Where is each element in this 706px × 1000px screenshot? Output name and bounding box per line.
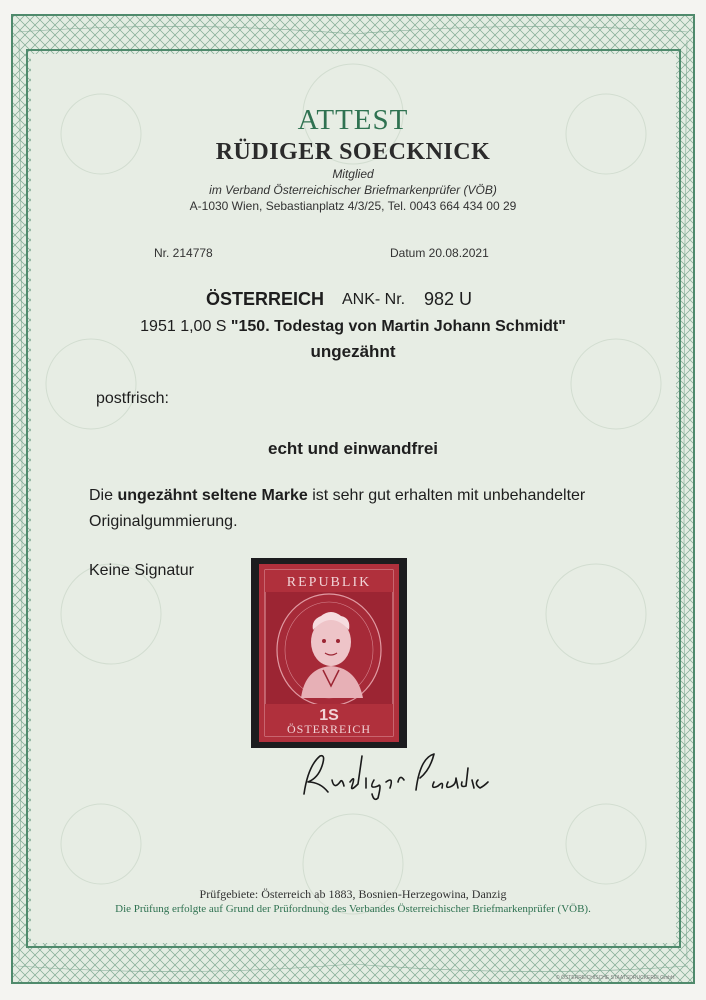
- examination-regulation: Die Prüfung erfolgte auf Grund der Prüfordnung des Verbandes Österreichischer Briefmarkenprüfer (VÖB).: [115, 903, 591, 915]
- catalog-number: 982 U: [424, 289, 473, 309]
- membership-label: Mitglied: [332, 167, 374, 181]
- stamp-issue-line: [0, 318, 706, 336]
- examiner-signature: [298, 748, 494, 802]
- signature-note: Keine Signatur: [89, 562, 194, 579]
- certificate-date: Datum 20.08.2021: [390, 246, 489, 260]
- examiner-name: RÜDIGER SOECKNICK: [215, 139, 491, 165]
- description-line-1: [89, 487, 585, 505]
- desc-rest: ist sehr gut erhalten mit unbehandelter: [312, 487, 586, 504]
- year-value: 1951 1,00 S: [140, 318, 227, 335]
- association-name: im Verband Österreichischer Briefmarkenprüfer (VÖB): [209, 183, 497, 197]
- stamp-bottom-text: ÖSTERREICH: [286, 722, 372, 736]
- desc-lead: Die: [89, 487, 114, 504]
- printer-imprint: © ÖSTERREICHISCHE STAATSDRUCKEREI GmbH: [556, 975, 675, 981]
- stamp-top-text: REPUBLIK: [286, 575, 372, 590]
- stamp-image: [251, 558, 407, 748]
- desc-bold: ungezähnt seltene Marke: [117, 487, 308, 504]
- catalog-prefix: ANK- Nr.: [342, 291, 406, 308]
- examiner-address: A-1030 Wien, Sebastianplatz 4/3/25, Tel. 0043 664 434 00 29: [189, 199, 517, 213]
- certificate-number: Nr. 214778: [154, 246, 213, 260]
- stamp-value: 1S: [319, 707, 339, 724]
- examination-areas: Prüfgebiete: Österreich ab 1883, Bosnien-Herzegowina, Danzig: [199, 887, 507, 901]
- certificate-heading: ATTEST: [297, 104, 409, 136]
- perforation-status: ungezähnt: [310, 342, 396, 361]
- verdict: echt und einwandfrei: [267, 439, 439, 458]
- description-line-2: Originalgummierung.: [89, 513, 238, 530]
- issue-title: "150. Todestag von Martin Johann Schmidt": [230, 318, 566, 335]
- country-name: ÖSTERREICH: [206, 289, 325, 309]
- condition-label: postfrisch:: [96, 390, 169, 407]
